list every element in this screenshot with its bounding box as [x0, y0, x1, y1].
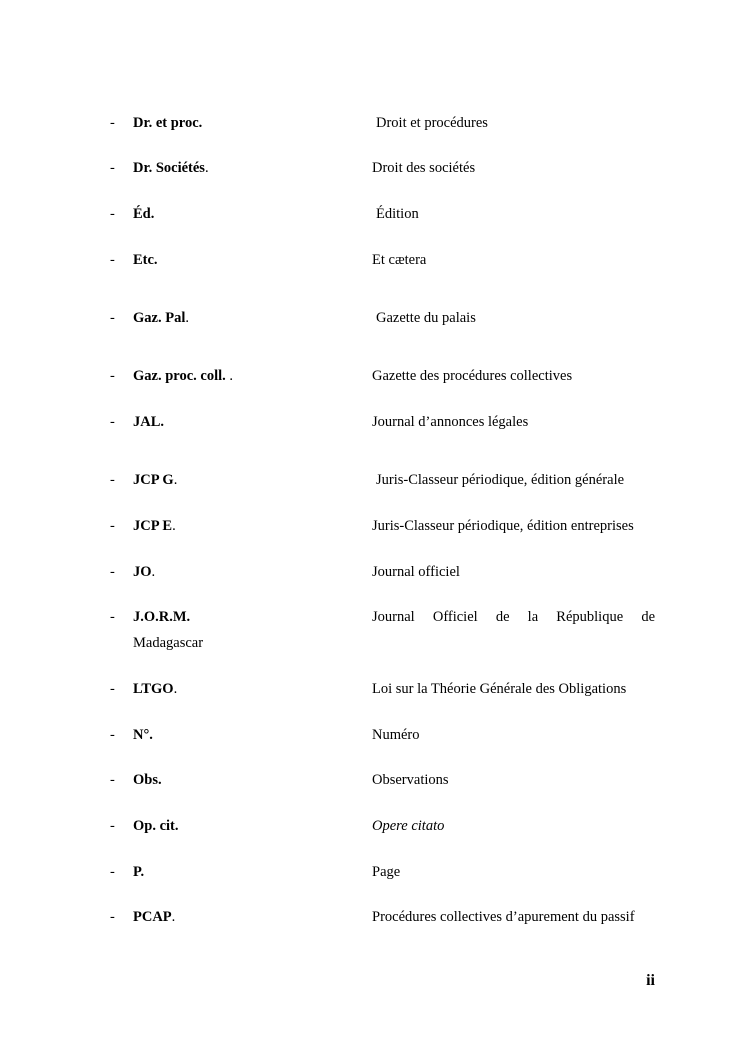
list-dash: - [110, 564, 115, 580]
abbreviation-entry [0, 366, 745, 386]
abbreviation-term: N°. [133, 727, 153, 743]
abbreviation-entry [0, 862, 745, 882]
abbreviation-meaning [372, 607, 655, 627]
abbreviation-entry [0, 204, 745, 224]
abbreviation-term: Dr. et proc. [133, 115, 203, 131]
list-dash: - [110, 252, 115, 268]
abbreviation-entry [0, 907, 745, 927]
abbreviation-meaning: Loi sur la Théorie Générale des Obligations [372, 681, 627, 697]
list-dash: - [110, 772, 115, 788]
abbreviation-term: JCP E. [133, 518, 176, 534]
abbreviation-meaning: Gazette des procédures collectives [372, 368, 573, 384]
list-dash: - [110, 818, 115, 834]
list-dash: - [110, 472, 115, 488]
abbreviation-meaning: Opere citato [372, 818, 445, 834]
abbreviation-meaning: Juris-Classeur périodique, édition générale [376, 472, 625, 488]
abbreviation-term: JO. [133, 564, 156, 580]
page-number: ii [646, 972, 655, 989]
list-dash: - [110, 115, 115, 131]
abbreviation-term: Op. cit. [133, 818, 179, 834]
meaning-word: République [556, 609, 624, 625]
abbreviation-term: Dr. Sociétés. [133, 160, 209, 176]
list-dash: - [110, 864, 115, 880]
abbreviation-term: Gaz. proc. coll. . [133, 368, 234, 384]
abbreviation-meaning: Page [372, 864, 401, 880]
list-dash: - [110, 609, 115, 625]
meaning-word: de [495, 609, 510, 625]
list-dash: - [110, 368, 115, 384]
abbreviation-meaning: Et cætera [372, 252, 427, 268]
abbreviation-meaning: Observations [372, 772, 449, 788]
abbreviation-meaning: Numéro [372, 727, 420, 743]
meaning-word: la [527, 609, 539, 625]
meaning-word: Officiel [432, 609, 478, 625]
abbreviation-entry [0, 816, 745, 836]
abbreviation-term: JAL. [133, 414, 165, 430]
abbreviation-meaning: Droit et procédures [376, 115, 488, 131]
abbreviation-entry [0, 679, 745, 699]
abbreviation-meaning: Droit des sociétés [372, 160, 476, 176]
list-dash: - [110, 160, 115, 176]
list-dash: - [110, 518, 115, 534]
abbreviation-term: Obs. [133, 772, 162, 788]
meaning-continuation: Madagascar [133, 635, 204, 651]
abbreviation-entry [0, 516, 745, 536]
list-dash: - [110, 727, 115, 743]
abbreviation-term: Etc. [133, 252, 158, 268]
abbreviation-entry [0, 158, 745, 178]
abbreviation-entry [0, 412, 745, 432]
abbreviation-term: P. [133, 864, 145, 880]
abbreviation-term: Éd. [133, 206, 155, 222]
abbreviation-entry [0, 470, 745, 490]
abbreviation-meaning: Édition [376, 206, 419, 222]
list-dash: - [110, 206, 115, 222]
abbreviation-entry [0, 725, 745, 745]
list-dash: - [110, 909, 115, 925]
list-dash: - [110, 681, 115, 697]
abbreviation-meaning: Juris-Classeur périodique, édition entreprises [372, 518, 634, 534]
abbreviation-term: LTGO. [133, 681, 178, 697]
meaning-word: de [641, 609, 655, 625]
abbreviation-term: JCP G. [133, 472, 178, 488]
abbreviation-entry [0, 250, 745, 270]
abbreviation-entry [0, 308, 745, 328]
abbreviation-entry [0, 607, 745, 653]
abbreviation-meaning: Gazette du palais [376, 310, 476, 326]
list-dash: - [110, 310, 115, 326]
abbreviation-term: PCAP. [133, 909, 176, 925]
abbreviation-meaning: Journal d’annonces légales [372, 414, 529, 430]
abbreviation-meaning: Procédures collectives d’apurement du passif [372, 909, 635, 925]
abbreviation-term: Gaz. Pal. [133, 310, 189, 326]
abbreviation-term: J.O.R.M. [133, 609, 191, 625]
abbreviation-meaning: Journal officiel [372, 564, 460, 580]
abbreviation-entry [0, 113, 745, 133]
abbreviation-entry [0, 562, 745, 582]
list-dash: - [110, 414, 115, 430]
abbreviation-entry [0, 770, 745, 790]
meaning-word: Journal [372, 609, 415, 625]
